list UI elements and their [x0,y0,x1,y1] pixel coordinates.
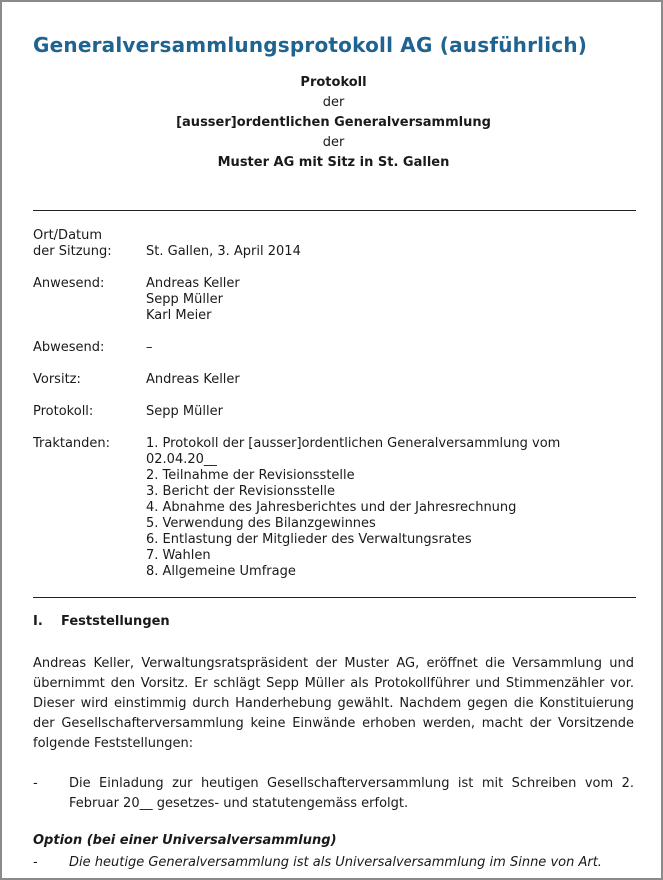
protokoll-label: Protokoll: [33,404,94,419]
anwesend-person: Sepp Müller [146,292,223,307]
ort-label-line1: Ort/Datum [33,228,103,243]
option-bullet-mark: - [33,855,38,870]
divider-middle [33,597,636,598]
heading-line-der-1: der [322,95,345,110]
anwesend-list [146,276,240,324]
section-title: Feststellungen [61,614,170,629]
vorsitz-label: Vorsitz: [33,372,81,387]
bullet-mark: - [33,776,38,791]
ort-label-line2: der Sitzung: [33,244,112,259]
heading-line-company: Muster AG mit Sitz in St. Gallen [217,155,450,170]
vorsitz-value: Andreas Keller [146,372,240,387]
abwesend-label: Abwesend: [33,340,105,355]
anwesend-person: Andreas Keller [146,276,240,291]
traktandum-item: 8. Allgemeine Umfrage [146,564,296,579]
ort-value: St. Gallen, 3. April 2014 [146,244,301,259]
heading-line-protokoll: Protokoll [300,75,367,90]
section-heading [33,614,170,629]
traktandum-item: 7. Wahlen [146,548,211,563]
traktanden-label: Traktanden: [33,436,111,451]
traktandum-item: 4. Abnahme des Jahresberichtes und der Jahresrechnung [146,500,517,515]
divider-top [33,210,636,211]
section-paragraph: Andreas Keller, Verwaltungsratspräsident der Muster AG, eröffnet die Versammlung und übernimmt den Vorsitz. Er schlägt Sepp Müller als Protokollführer und Stimmenzähler vor. Dieser wird einstimmig durch Handerhebung gewählt. Nachdem gegen die Konstituierung der Gesellschafterversammlung keine Einwände erhoben werden, macht der Vorsitzende folgende Feststellungen: [33,656,634,751]
abwesend-value: – [146,340,153,355]
anwesend-person: Karl Meier [146,308,212,323]
traktandum-item: 6. Entlastung der Mitglieder des Verwaltungsrates [146,532,472,547]
traktandum-item: 3. Bericht der Revisionsstelle [146,484,335,499]
traktandum-item: 5. Verwendung des Bilanzgewinnes [146,516,376,531]
document-title: Generalversammlungsprotokoll AG (ausführlich) [33,33,588,57]
section-number: I. [33,614,43,629]
traktandum-item: 2. Teilnahme der Revisionsstelle [146,468,355,483]
heading-line-der-2: der [322,135,345,150]
traktandum-item: 1. Protokoll der [ausser]ordentlichen Generalversammlung vom [146,436,561,451]
option-heading: Option (bei einer Universalversammlung) [33,833,337,848]
bullet-text: Die Einladung zur heutigen Gesellschafterversammlung ist mit Schreiben vom 2. Februar 20__ gesetzes- und statutengemäss erfolgt. [69,776,634,811]
heading-line-versammlung: [ausser]ordentlichen Generalversammlung [176,115,491,130]
traktanden-list [146,436,560,580]
option-bullet-text: Die heutige Generalversammlung ist als Universalversammlung im Sinne von Art. [69,855,602,870]
anwesend-label: Anwesend: [33,276,105,291]
protokoll-value: Sepp Müller [146,404,223,419]
traktandum-item: 02.04.20__ [146,452,217,467]
